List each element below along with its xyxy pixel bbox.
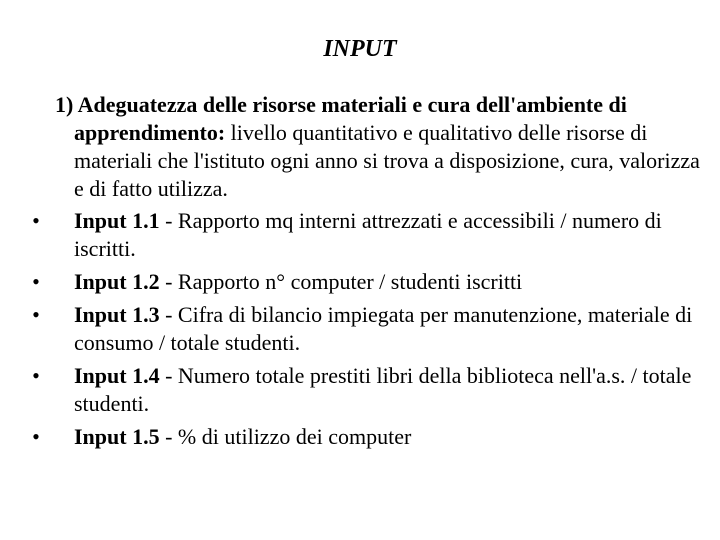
- item-text: - Numero totale prestiti libri della biblioteca nell'a.s. / totale studenti.: [74, 363, 692, 416]
- slide-content: [32, 91, 708, 456]
- intro-text: livello quantitativo e qualitativo delle risorse di materiali che l'istituto ogni anno si trova a disposizione, cura, valorizza e di fatto utilizza.: [74, 120, 700, 201]
- list-item-input-1-4: [32, 362, 708, 418]
- item-label: Input 1.2: [74, 269, 160, 294]
- bullet-icon: •: [32, 302, 40, 327]
- item-label: Input 1.3: [74, 302, 160, 327]
- list-item-input-1-5: [32, 423, 708, 451]
- bullet-icon: •: [32, 424, 40, 449]
- input-list: [32, 207, 708, 451]
- item-text: - % di utilizzo dei computer: [159, 424, 412, 449]
- slide-title: INPUT: [323, 36, 397, 62]
- item-label: Input 1.4: [74, 363, 160, 388]
- item-text: - Cifra di bilancio impiegata per manutenzione, materiale di consumo / totale studenti.: [74, 302, 693, 355]
- item-label: Input 1.1: [74, 208, 160, 233]
- intro-paragraph: [48, 91, 708, 203]
- bullet-icon: •: [32, 363, 40, 388]
- bullet-icon: •: [32, 269, 40, 294]
- item-text: - Rapporto mq interni attrezzati e accessibili / numero di iscritti.: [74, 208, 662, 261]
- item-text: - Rapporto n° computer / studenti iscritti: [159, 269, 523, 294]
- intro-heading: 1) Adeguatezza delle risorse materiali e cura dell'ambiente di apprendimento:: [55, 92, 627, 145]
- list-item-input-1-3: [32, 301, 708, 357]
- bullet-icon: •: [32, 208, 40, 233]
- list-item-input-1-1: [32, 207, 708, 263]
- list-item-input-1-2: [32, 268, 708, 296]
- item-label: Input 1.5: [74, 424, 160, 449]
